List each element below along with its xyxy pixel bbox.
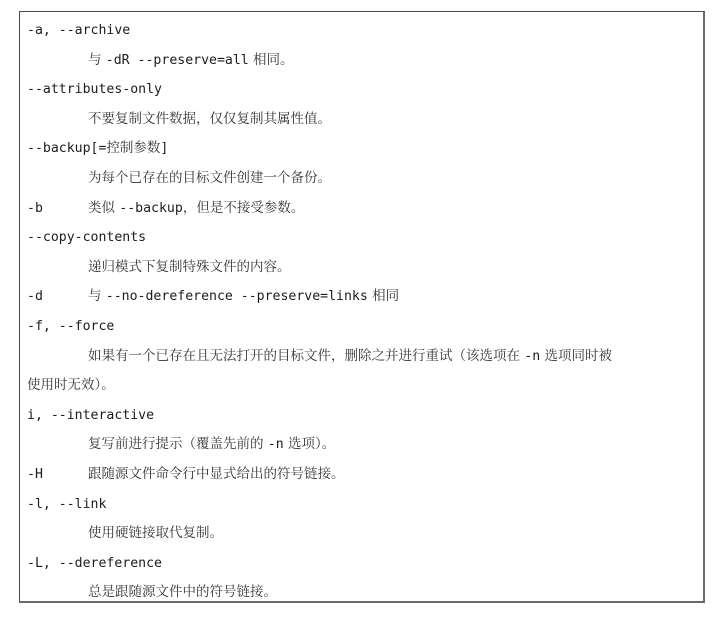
option-flag: i, --interactive [27,407,155,423]
option-flag: -l, --link [27,496,107,512]
desc-text: 递归模式下复制特殊文件的内容。 [88,258,291,275]
desc-code: -n [524,348,541,364]
option-d [27,282,703,312]
option-attributes-only-description [27,105,703,135]
option-backup-description [27,164,703,194]
option-flag: -f, --force [27,318,115,334]
cp-options-document [19,11,705,603]
option-flag-param: 控制参数 [106,140,161,157]
option-archive-description [27,46,703,76]
option-flag: -H [27,466,43,482]
option-flag: -a, --archive [27,23,131,38]
option-b [27,194,703,224]
option-interactive-description [27,430,703,460]
desc-text: 与 [88,51,106,68]
desc-text: 复写前进行提示（覆盖先前的 [88,436,268,453]
option-flag: -d [27,289,43,305]
desc-text: 总是跟随源文件中的符号链接。 [88,584,277,601]
desc-text: 使用硬链接取代复制。 [88,525,223,542]
desc-text: 使用时无效）。 [27,377,115,394]
option-backup [27,134,703,164]
desc-code: -n [267,437,284,453]
option-copy-contents [27,223,703,253]
desc-code: --backup [119,200,183,216]
option-flag: --backup[= [27,141,107,157]
desc-text: 相同。 [248,51,294,68]
option-flag: -L, --dereference [27,555,162,571]
desc-text: 选项同时被 [540,347,612,364]
option-copy-contents-description [27,253,703,283]
desc-text: 为每个已存在的目标文件创建一个备份。 [88,169,331,186]
desc-text: 与 [88,288,106,305]
option-link [27,490,703,520]
desc-code: --no-dereference --preserve=links [105,289,368,305]
option-attributes-only [27,75,703,105]
option-dereference-description [27,578,703,608]
desc-text: 跟随源文件命令行中显式给出的符号链接。 [88,465,345,482]
desc-text: 选项）。 [283,436,336,453]
desc-text: 类似 [88,199,120,216]
option-flag: -b [27,200,43,216]
option-dereference [27,549,703,579]
option-flag: --copy-contents [27,230,147,246]
option-archive [27,16,703,46]
option-interactive [27,401,703,431]
desc-text: 相同 [367,288,400,305]
option-force [27,312,703,342]
desc-text: 如果有一个已存在且无法打开的目标文件，删除之并进行重试（该选项在 [88,347,525,364]
option-H [27,460,703,490]
option-force-description-continued [27,371,703,401]
option-flag: --attributes-only [27,82,162,98]
desc-text: ，但是不接受参数。 [182,199,305,216]
desc-text: 不要复制文件数据，仅仅复制其属性值。 [88,110,331,127]
option-force-description [27,342,703,372]
desc-code: -dR --preserve=all [105,52,249,68]
option-link-description [27,519,703,549]
option-flag: ] [160,141,169,157]
